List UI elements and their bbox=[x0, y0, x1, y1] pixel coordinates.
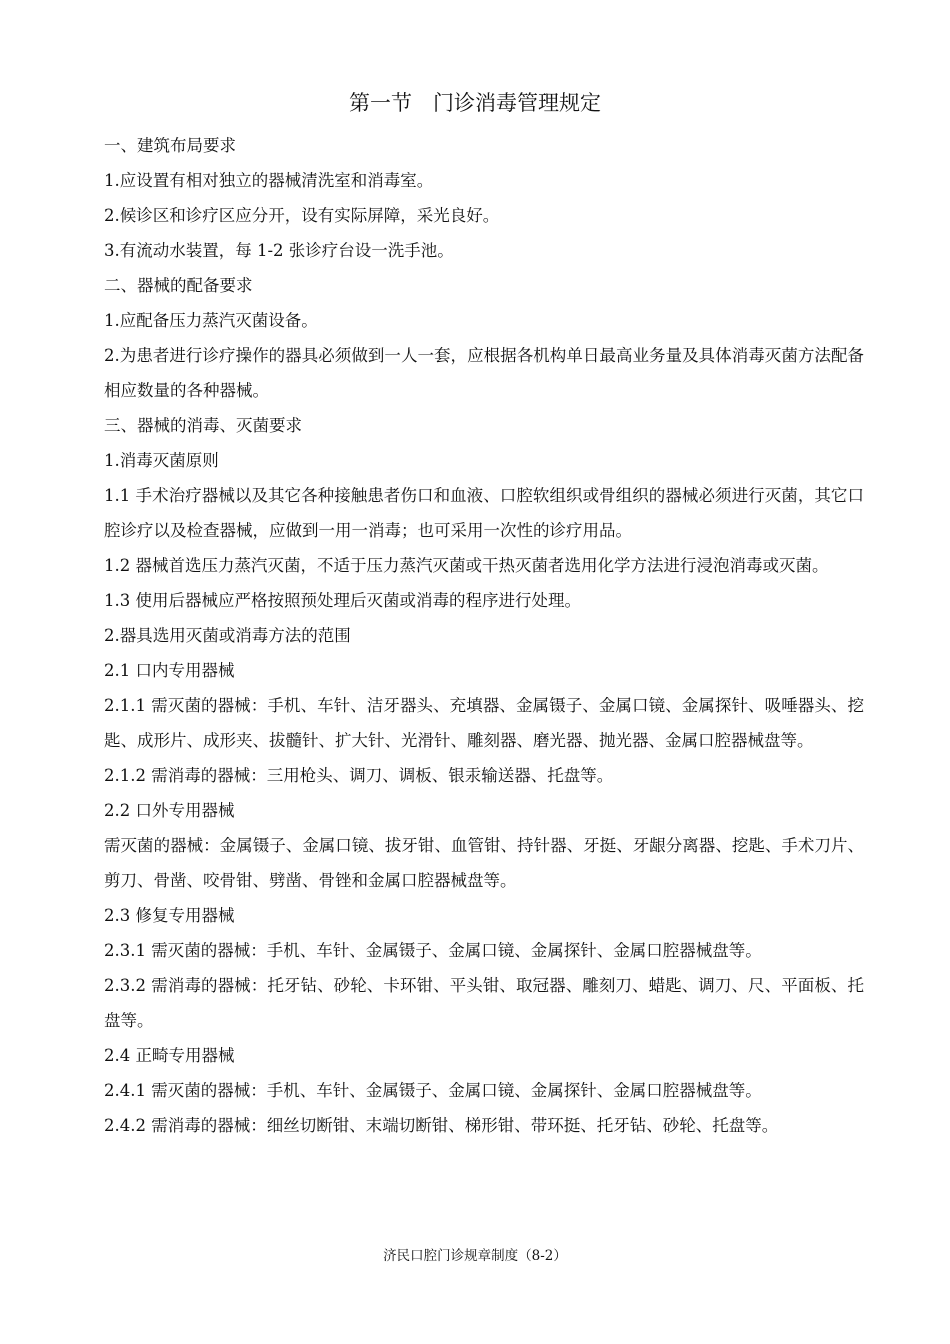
paragraph: 3.有流动水装置，每 1-2 张诊疗台设一洗手池。 bbox=[104, 241, 454, 260]
subsection-heading: 2.4 正畸专用器械 bbox=[104, 1046, 235, 1065]
paragraph: 2.4.2 需消毒的器械：细丝切断钳、末端切断钳、梯形钳、带环挺、托牙钻、砂轮、托盘等。 bbox=[104, 1116, 779, 1135]
paragraph: 2.4.1 需灭菌的器械：手机、车针、金属镊子、金属口镜、金属探针、金属口腔器械盘等。 bbox=[104, 1081, 762, 1100]
subsection-heading: 2.器具选用灭菌或消毒方法的范围 bbox=[104, 626, 351, 645]
paragraph: 2.1.1 需灭菌的器械：手机、车针、洁牙器头、充填器、金属镊子、金属口镜、金属探针、吸唾器头、挖匙、成形片、成形夹、拔髓针、扩大针、光滑针、雕刻器、磨光器、抛光器、金属口腔器械盘等。 bbox=[104, 696, 864, 750]
document-body bbox=[104, 128, 864, 1143]
paragraph: 1.应设置有相对独立的器械清洗室和消毒室。 bbox=[104, 171, 434, 190]
paragraph: 需灭菌的器械：金属镊子、金属口镜、拔牙钳、血管钳、持针器、牙挺、牙龈分离器、挖匙、手术刀片、剪刀、骨凿、咬骨钳、劈凿、骨锉和金属口腔器械盘等。 bbox=[104, 836, 864, 890]
paragraph: 1.3 使用后器械应严格按照预处理后灭菌或消毒的程序进行处理。 bbox=[104, 591, 581, 610]
section-heading: 二、器械的配备要求 bbox=[104, 276, 253, 295]
subsection-heading: 2.2 口外专用器械 bbox=[104, 801, 235, 820]
page-footer: 济民口腔门诊规章制度（8-2） bbox=[383, 1248, 567, 1264]
paragraph: 2.3.2 需消毒的器械：托牙钻、砂轮、卡环钳、平头钳、取冠器、雕刻刀、蜡匙、调刀、尺、平面板、托盘等。 bbox=[104, 976, 864, 1030]
subsection-heading: 2.1 口内专用器械 bbox=[104, 661, 235, 680]
paragraph: 2.3.1 需灭菌的器械：手机、车针、金属镊子、金属口镜、金属探针、金属口腔器械盘等。 bbox=[104, 941, 762, 960]
paragraph: 2.为患者进行诊疗操作的器具必须做到一人一套，应根据各机构单日最高业务量及具体消毒灭菌方法配备相应数量的各种器械。 bbox=[104, 346, 864, 400]
section-heading: 一、建筑布局要求 bbox=[104, 136, 236, 155]
subsection-heading: 1.消毒灭菌原则 bbox=[104, 451, 219, 470]
paragraph: 1.2 器械首选压力蒸汽灭菌，不适于压力蒸汽灭菌或干热灭菌者选用化学方法进行浸泡消毒或灭菌。 bbox=[104, 556, 829, 575]
paragraph: 1.1 手术治疗器械以及其它各种接触患者伤口和血液、口腔软组织或骨组织的器械必须进行灭菌，其它口腔诊疗以及检查器械，应做到一用一消毒；也可采用一次性的诊疗用品。 bbox=[104, 486, 864, 540]
paragraph: 2.候诊区和诊疗区应分开，设有实际屏障，采光良好。 bbox=[104, 206, 500, 225]
subsection-heading: 2.3 修复专用器械 bbox=[104, 906, 235, 925]
page-title: 第一节 门诊消毒管理规定 bbox=[349, 91, 601, 115]
paragraph: 2.1.2 需消毒的器械：三用枪头、调刀、调板、银汞输送器、托盘等。 bbox=[104, 766, 614, 785]
section-heading: 三、器械的消毒、灭菌要求 bbox=[104, 416, 302, 435]
paragraph: 1.应配备压力蒸汽灭菌设备。 bbox=[104, 311, 318, 330]
